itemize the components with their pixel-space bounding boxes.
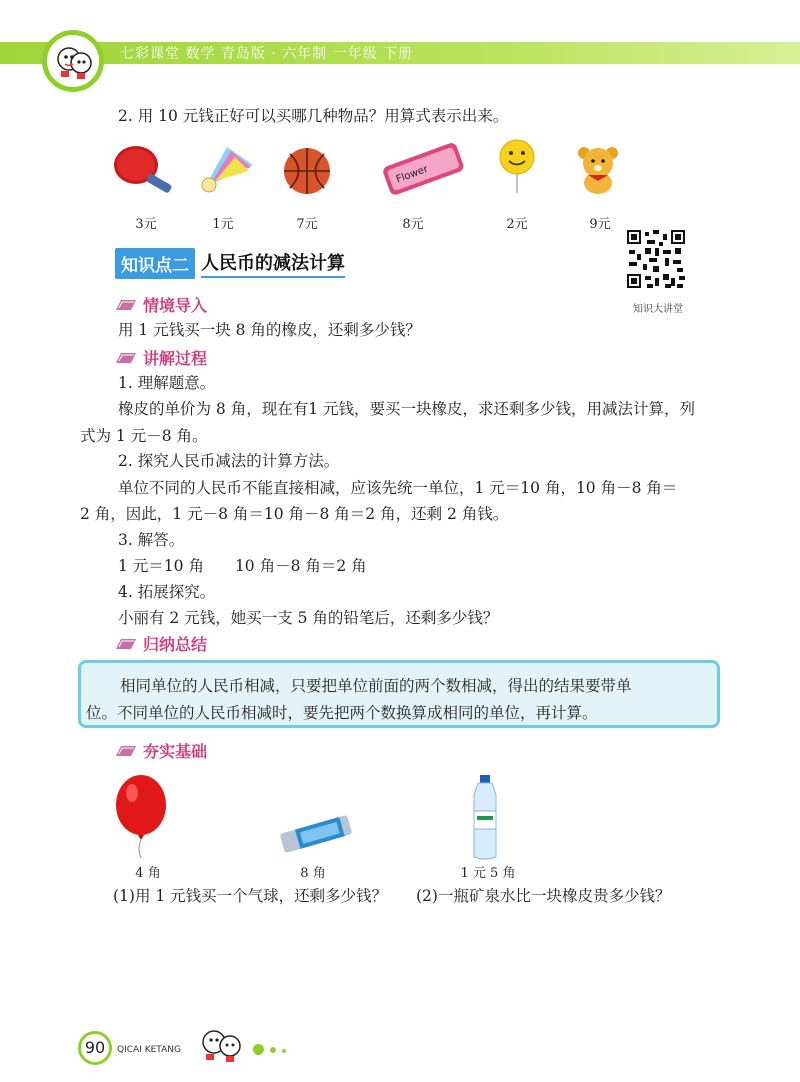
explain-line-6: 2 角，因此，1 元－8 角＝10 角－8 角＝2 角，还剩 2 角钱。 (80, 505, 509, 523)
pencil-marker-icon (115, 744, 137, 758)
mascot-icon (47, 35, 99, 87)
footer-mascot (196, 1024, 248, 1072)
svg-text:Flower: Flower (394, 163, 430, 186)
item-smiley-balloon (497, 137, 537, 199)
mascot-icon (196, 1024, 248, 1068)
section-intro-title: 情境导入 (143, 296, 208, 315)
item-eraser (277, 812, 355, 860)
footer-brand: QICAI KETANG (117, 1045, 181, 1055)
explain-line-4: 2. 探究人民币减法的计算方法。 (118, 452, 340, 470)
summary-line-1: 相同单位的人民币相减，只要把单位前面的两个数相减，得出的结果要带单 (120, 677, 632, 695)
section-basic-heading (115, 739, 207, 762)
ping-pong-paddle-icon (112, 143, 178, 195)
price-basketball: 7元 (296, 217, 318, 232)
qr-caption: 知识大讲堂 (633, 304, 683, 315)
section-basic-title: 夯实基础 (143, 742, 208, 761)
summary-line-2: 位。不同单位的人民币相减时，要先把两个数换算成相同的单位，再计算。 (86, 704, 598, 722)
item-teddy-bear (575, 143, 621, 199)
pencil-marker-icon (115, 298, 137, 312)
explain-line-7: 3. 解答。 (118, 531, 185, 549)
basic-question-2: (2)一瓶矿泉水比一块橡皮贵多少钱？ (416, 887, 671, 905)
qr-code[interactable] (625, 228, 687, 290)
price-smiley-balloon: 2元 (506, 217, 528, 232)
item-pencil-case (380, 140, 466, 200)
pencil-marker-icon (115, 351, 137, 365)
section-intro-heading (115, 293, 207, 316)
section-explain-title: 讲解过程 (143, 349, 208, 368)
explain-line-1: 1. 理解题意。 (118, 374, 216, 392)
question-2: 2. 用 10 元钱正好可以买哪几种物品？用算式表示出来。 (118, 107, 509, 125)
section-explain-heading (115, 346, 207, 369)
price-pencil-case: 8元 (402, 217, 424, 232)
explain-line-2: 橡皮的单价为 8 角，现在有1 元钱，要买一块橡皮，求还剩多少钱，用减法计算，列 (118, 400, 696, 418)
basketball-icon (282, 146, 332, 196)
price-shuttlecock: 1元 (212, 217, 234, 232)
footer-dot-large (253, 1044, 264, 1055)
explain-line-9: 4. 拓展探究。 (118, 583, 216, 601)
price-ping-pong-paddle: 3元 (135, 217, 157, 232)
qr-code-icon (625, 228, 687, 290)
eraser-icon (277, 812, 355, 856)
section-summary-title: 归纳总结 (143, 635, 208, 654)
item-water-bottle (468, 775, 502, 865)
knowledge-point-title: 人民币的减法计算 (201, 249, 345, 278)
knowledge-point-tag: 知识点二 (115, 248, 195, 279)
section-summary-heading (115, 632, 207, 655)
explain-line-8: 1 元＝10 角 10 角－8 角＝2 角 (118, 557, 367, 575)
shuttlecock-icon (197, 137, 259, 195)
footer-dot-small (282, 1049, 286, 1053)
item-basketball (282, 146, 332, 200)
series-title: 七彩课堂 数学 青岛版 · 六年制 一年级 下册 (120, 46, 414, 62)
explain-line-10: 小丽有 2 元钱，她买一支 5 角的铅笔后，还剩多少钱？ (118, 609, 499, 627)
explain-line-3: 式为 1 元－8 角。 (80, 427, 208, 445)
water-bottle-icon (468, 775, 502, 861)
item-ping-pong-paddle (112, 143, 178, 199)
price-red-balloon: 4 角 (135, 866, 161, 881)
basic-question-1: (1)用 1 元钱买一个气球，还剩多少钱？ (113, 887, 388, 905)
pencil-marker-icon (115, 637, 137, 651)
price-eraser: 8 角 (300, 866, 326, 881)
explain-line-5: 单位不同的人民币不能直接相减，应该先统一单位，1 元＝10 角，10 角－8 角＝ (118, 479, 678, 497)
teddy-bear-icon (575, 143, 621, 195)
item-red-balloon (113, 773, 169, 863)
item-shuttlecock (197, 137, 259, 199)
mascot-badge (42, 30, 104, 92)
pencil-case-icon (380, 140, 466, 196)
footer-dot-medium (270, 1047, 276, 1053)
red-balloon-icon (113, 773, 169, 859)
price-water-bottle: 1 元 5 角 (460, 866, 516, 881)
intro-text: 用 1 元钱买一块 8 角的橡皮，还剩多少钱？ (118, 321, 421, 339)
knowledge-point-heading (115, 250, 345, 276)
price-teddy-bear: 9元 (589, 217, 611, 232)
smiley-balloon-icon (497, 137, 537, 195)
page-number: 90 (84, 1038, 106, 1057)
